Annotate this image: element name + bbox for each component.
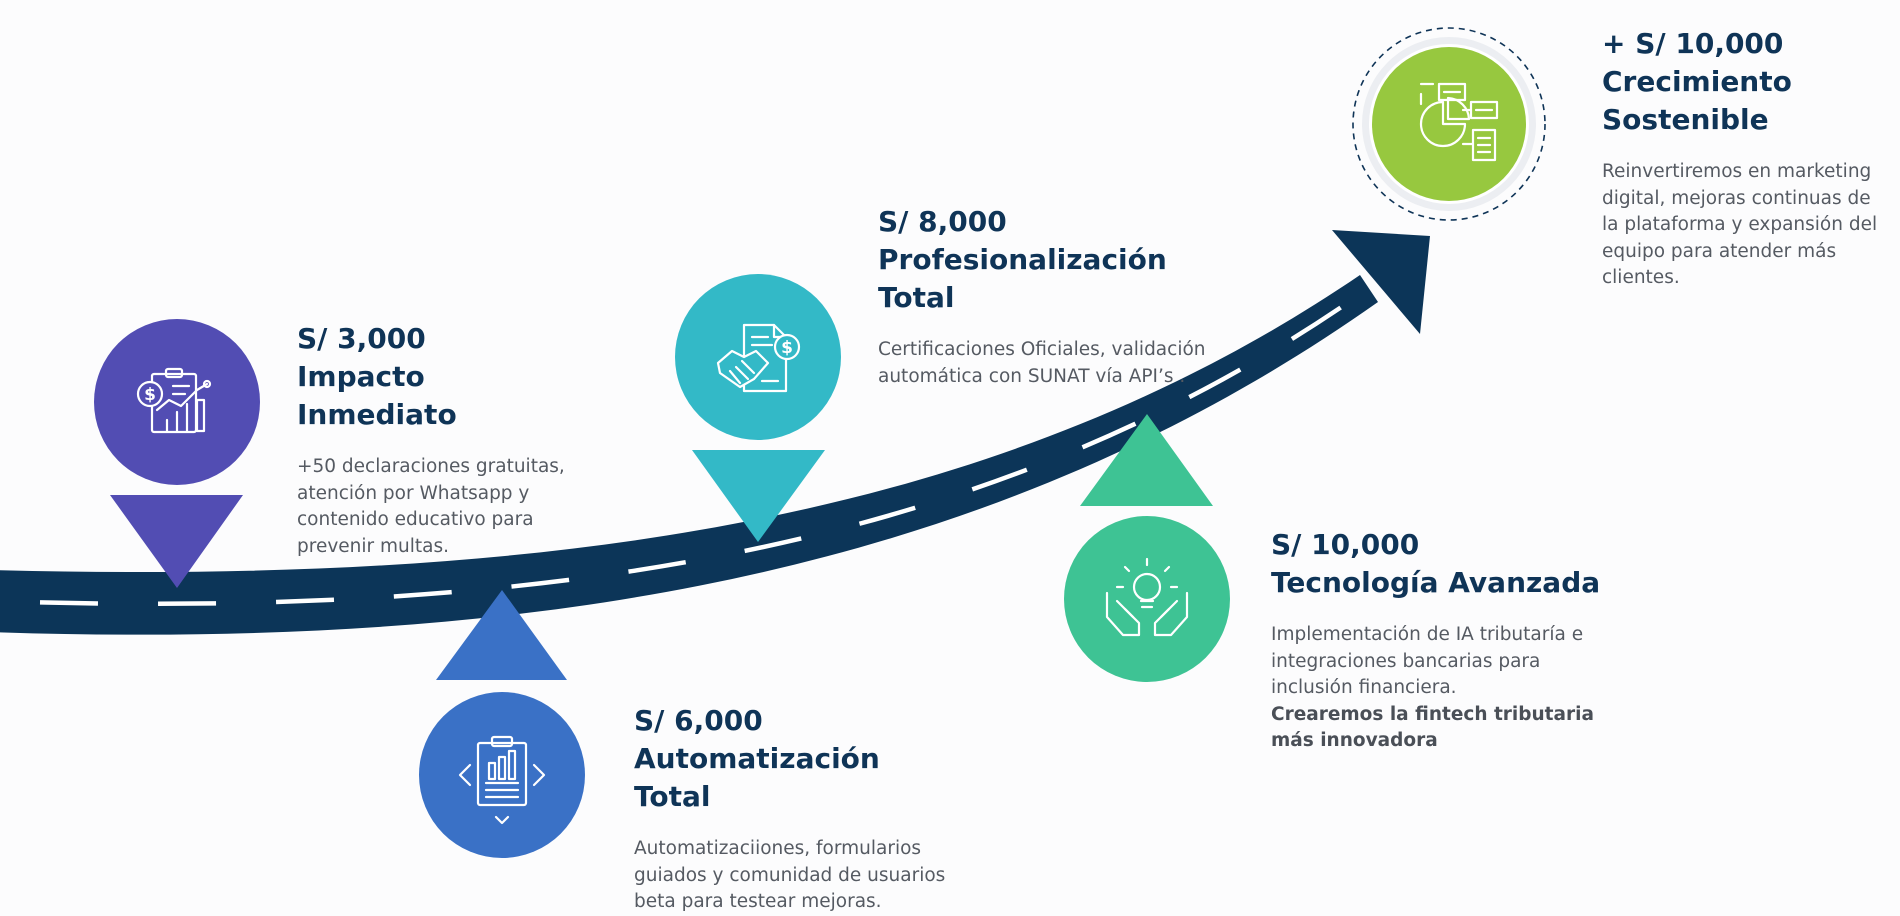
milestone-4-amount: S/ 10,000 [1271,528,1420,561]
milestone-1-text [297,320,587,560]
milestone-4-description: Implementación de IA tributaría e integraciones bancarias para inclusión financiera. [1271,624,1584,698]
milestone-1-description: +50 declaraciones gratuitas, atención por Whatsapp y contenido educativo para prevenir multas. [297,456,565,557]
milestone-1-amount: S/ 3,000 [297,322,426,355]
milestone-5-marker [1353,28,1545,220]
milestone-1-marker [88,313,266,588]
milestone-2-description: Automatizaciiones, formularios guiados y comunidad de usuarios beta para testear mejoras. [634,838,946,912]
svg-text:$: $ [144,385,156,405]
milestone-3-marker [669,268,847,542]
milestone-5-text [1602,25,1892,292]
milestone-2-marker [413,590,591,864]
milestone-2-title: Automatización Total [634,742,880,813]
milestone-1-title: Impacto Inmediato [297,360,457,431]
milestone-5-description: Reinvertiremos en marketing digital, mejoras continuas de la plataforma y expansión del equipo para atender más clientes. [1602,161,1878,288]
milestone-5-title: Crecimiento Sostenible [1602,65,1792,136]
milestone-2-text [634,702,964,916]
milestone-4-text [1271,526,1611,755]
milestone-5-amount: + S/ 10,000 [1602,27,1784,60]
milestone-3-amount: S/ 8,000 [878,205,1007,238]
milestone-3-text [878,203,1238,390]
milestone-3-description: Certificaciones Oficiales, validación automática con SUNAT vía API’s . [878,339,1206,387]
milestone-4-emphasis: Crearemos la fintech tributaria más innovadora [1271,703,1594,751]
milestone-3-title: Profesionalización Total [878,243,1167,314]
milestone-2-amount: S/ 6,000 [634,704,763,737]
milestone-4-title: Tecnología Avanzada [1271,566,1601,599]
svg-text:$: $ [781,338,793,358]
